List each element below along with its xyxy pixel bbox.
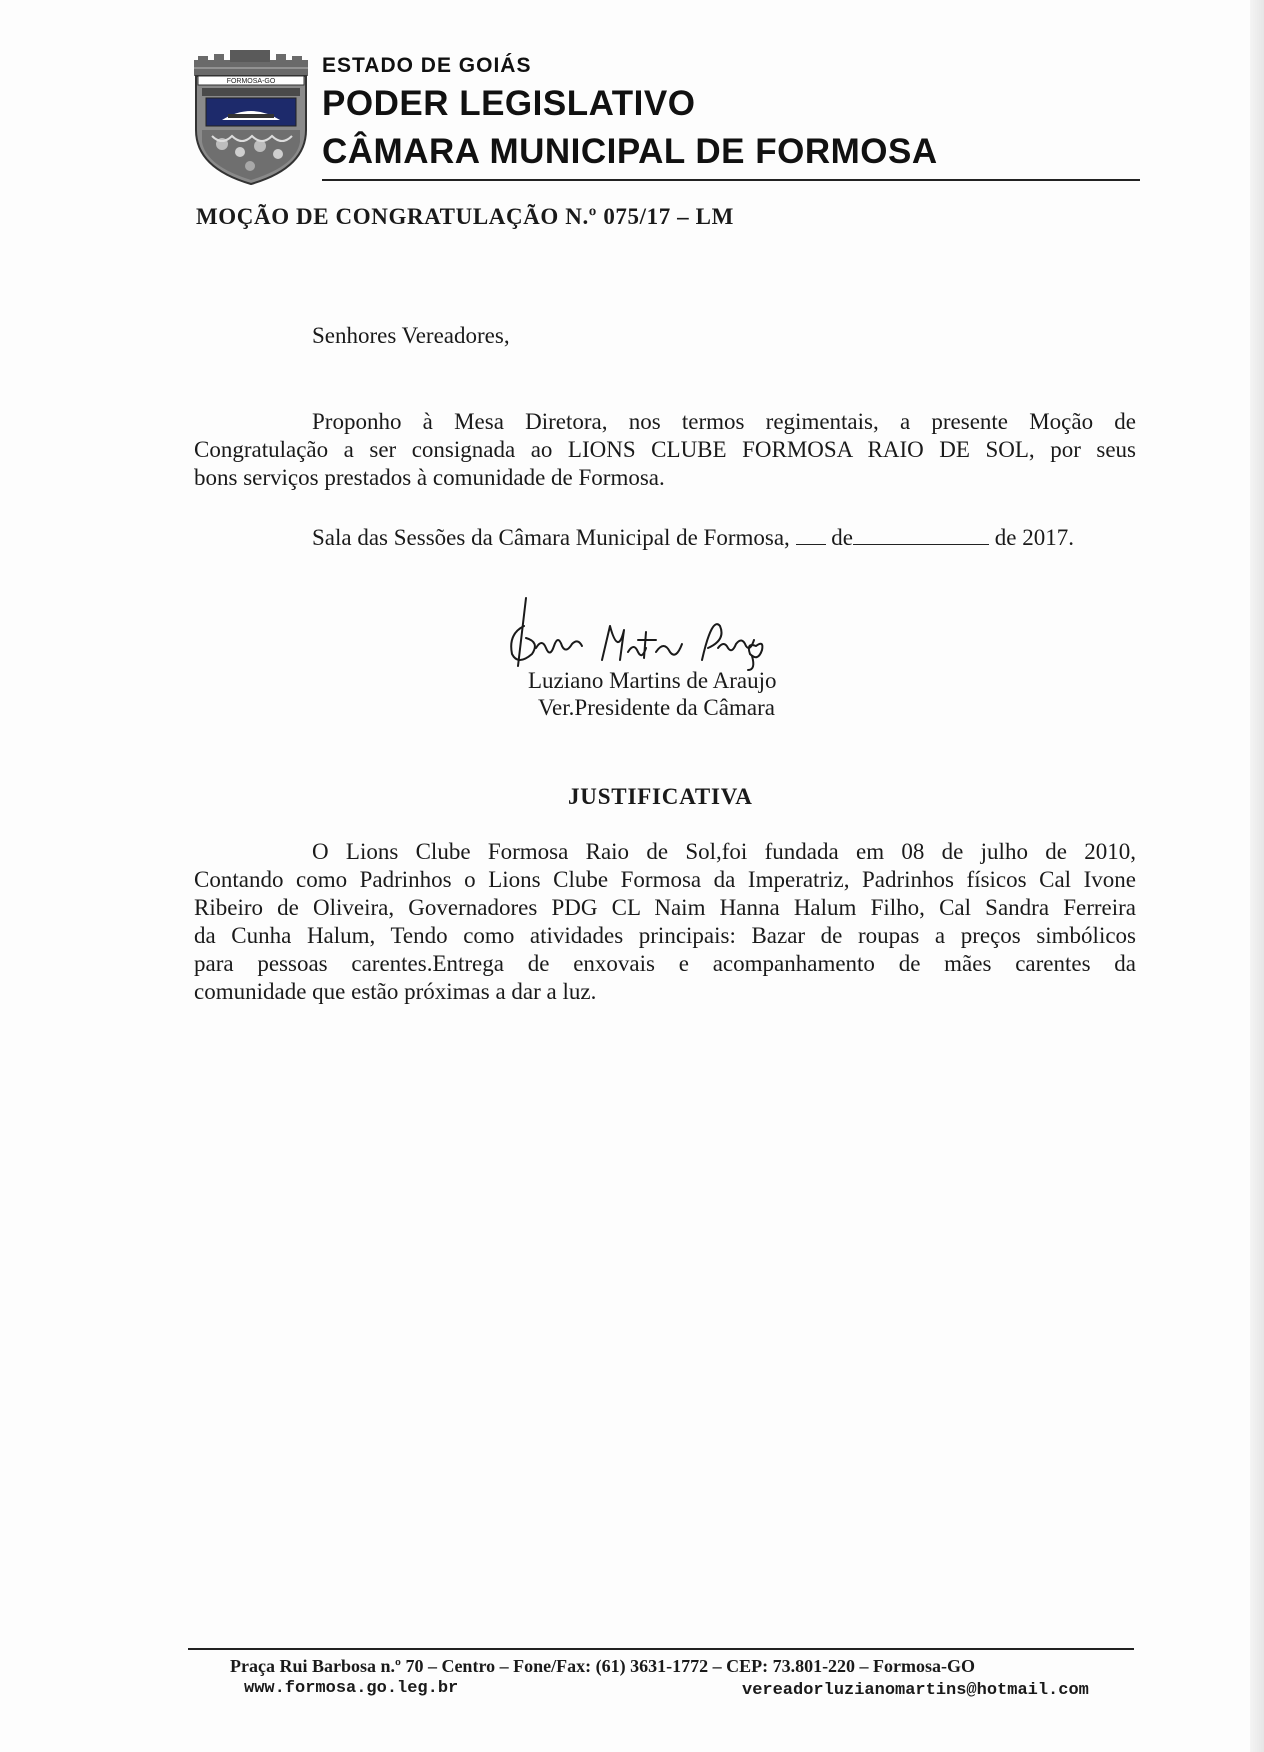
municipal-crest-icon xyxy=(192,50,310,185)
header-divider xyxy=(322,179,1140,181)
justification-line: O Lions Clube Formosa Raio de Sol,foi fundada em 08 de julho de 2010, xyxy=(312,839,1136,864)
power-heading: PODER LEGISLATIVO xyxy=(322,84,696,123)
body-line: bons serviços prestados à comunidade de Formosa. xyxy=(194,465,665,490)
month-blank xyxy=(853,524,989,545)
document-title: MOÇÃO DE CONGRATULAÇÃO N.º 075/17 – LM xyxy=(196,204,734,229)
justification-line: para pessoas carentes.Entrega de enxovais e acompanhamento de mães carentes da xyxy=(194,951,1136,976)
signer-role: Ver.Presidente da Câmara xyxy=(538,695,775,720)
day-blank xyxy=(796,524,826,545)
session-suffix: de 2017. xyxy=(994,525,1074,550)
body-line: Congratulação a ser consignada ao LIONS CLUBE FORMOSA RAIO DE SOL, por seus xyxy=(194,437,1136,462)
handwritten-signature xyxy=(506,596,796,672)
footer-divider xyxy=(188,1648,1134,1650)
footer-address: Praça Rui Barbosa n.º 70 – Centro – Fone/Fax: (61) 3631-1772 – CEP: 73.801-220 – Formosa-GO xyxy=(230,1656,976,1676)
crest-label: FORMOSA-GO xyxy=(226,78,276,85)
footer-email-link[interactable]: vereadorluzianomartins@hotmail.com xyxy=(742,1681,1089,1700)
justification-line: comunidade que estão próximas a dar a luz. xyxy=(194,979,597,1004)
justification-line: da Cunha Halum, Tendo como atividades principais: Bazar de roupas a preços simbólicos xyxy=(194,923,1136,948)
justification-line: Ribeiro de Oliveira, Governadores PDG CL Naim Hanna Halum Filho, Cal Sandra Ferreira xyxy=(194,895,1136,920)
session-prefix: Sala das Sessões da Câmara Municipal de Formosa, xyxy=(312,525,790,550)
justification-body xyxy=(194,838,1136,1006)
session-middle: de xyxy=(831,525,854,550)
council-heading: CÂMARA MUNICIPAL DE FORMOSA xyxy=(322,132,938,171)
session-date-line xyxy=(312,524,1074,552)
justification-line: Contando como Padrinhos o Lions Clube Formosa da Imperatriz, Padrinhos físicos Cal Ivone xyxy=(194,867,1136,892)
greeting: Senhores Vereadores, xyxy=(312,323,510,348)
justification-heading: JUSTIFICATIVA xyxy=(568,784,753,809)
body-line: Proponho à Mesa Diretora, nos termos regimentais, a presente Moção de xyxy=(312,409,1136,434)
scan-edge xyxy=(1250,0,1264,1752)
state-heading: ESTADO DE GOIÁS xyxy=(322,54,532,77)
motion-body xyxy=(194,408,1136,492)
signer-name: Luziano Martins de Araujo xyxy=(528,668,777,693)
footer-website-link[interactable]: www.formosa.go.leg.br xyxy=(244,1679,459,1698)
